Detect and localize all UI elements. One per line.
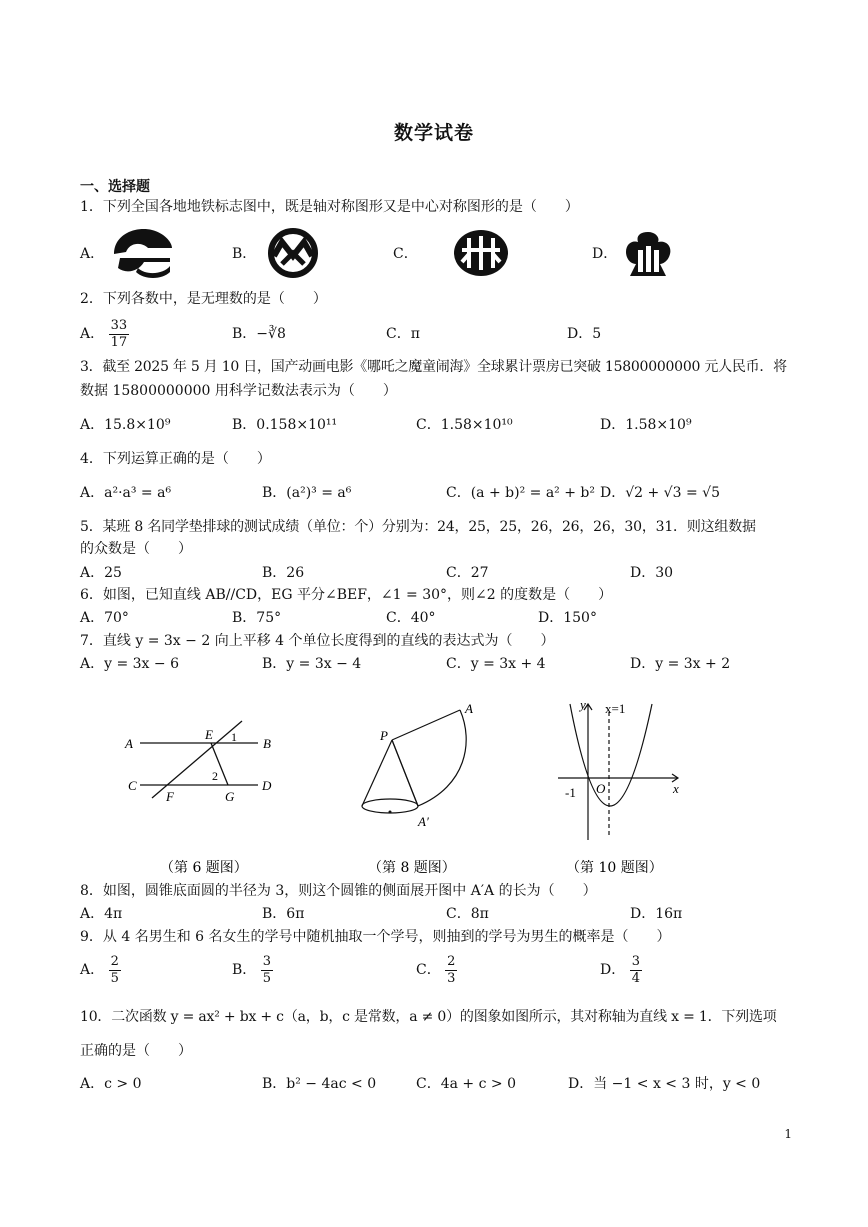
q1-stem: 1．下列全国各地地铁标志图中，既是轴对称图形又是中心对称图形的是（ ） — [80, 199, 579, 215]
q5-option-b: B．26 — [262, 565, 305, 581]
fig10-axis-label: x=1 — [605, 701, 626, 716]
denominator: 17 — [110, 334, 128, 350]
q10-option-a: A．c > 0 — [80, 1076, 142, 1092]
fig8-caption: （第 8 题图） — [368, 860, 456, 876]
fig10-label-x: x — [673, 781, 679, 796]
q6-stem: 6．如图，已知直线 AB//CD，EG 平分∠BEF，∠1 = 30°，则∠2 的度数是（ ） — [80, 587, 613, 603]
figure-10-parabola — [558, 704, 678, 840]
fig6-label-c: C — [128, 778, 137, 793]
q3-option-a: A．15.8×10⁹ — [80, 417, 171, 433]
q4-stem: 4．下列运算正确的是（ ） — [80, 451, 271, 467]
q8-option-b: B．6π — [262, 906, 305, 922]
q9-option-b-fraction — [261, 954, 273, 987]
q9-option-c — [416, 950, 457, 990]
q4-option-c: C．(a + b)² = a² + b² — [446, 485, 595, 501]
q5-stem-line1: 5．某班 8 名同学垫排球的测试成绩（单位：个）分别为：24，25，25，26，26，26，30，31．则这组数据 — [80, 519, 756, 535]
q1-option-c-label: C． — [393, 246, 418, 262]
fig6-label-a: A — [125, 736, 133, 751]
denominator: 3 — [447, 970, 456, 986]
q3-option-b: B．0.158×10¹¹ — [232, 417, 338, 433]
q6-option-c: C．40° — [386, 610, 436, 626]
fig10-caption: （第 10 题图） — [566, 860, 663, 876]
q2-stem: 2．下列各数中，是无理数的是（ ） — [80, 291, 327, 307]
q2-option-c: C．π — [386, 326, 420, 342]
q9-option-c-fraction — [445, 954, 457, 987]
fig10-label-y: y — [580, 697, 586, 712]
q4-option-a: A．a²·a³ = a⁶ — [80, 485, 172, 501]
q8-option-d: D．16π — [630, 906, 683, 922]
fig6-label-b: B — [263, 736, 271, 751]
q5-option-d: D．30 — [630, 565, 674, 581]
numerator: 3 — [262, 953, 272, 969]
q8-option-c: C．8π — [446, 906, 489, 922]
q3-option-c: C．1.58×10¹⁰ — [416, 417, 513, 433]
fig10-label-neg1: -1 — [565, 785, 576, 800]
figure-8-cone — [362, 710, 466, 813]
q2-option-a-label: A． — [80, 326, 105, 342]
denominator: 5 — [262, 970, 272, 986]
fig8-label-a: A — [465, 701, 473, 716]
q9-option-c-label: C． — [416, 962, 441, 978]
q3-stem-line2: 数据 15800000000 用科学记数法表示为（ ） — [80, 383, 397, 399]
q6-option-b: B．75° — [232, 610, 282, 626]
q8-option-a: A．4π — [80, 906, 123, 922]
denominator: 4 — [631, 970, 640, 986]
fig8-label-a-prime: A′ — [418, 814, 429, 829]
q10-stem-line2: 正确的是（ ） — [80, 1043, 192, 1059]
denominator: 5 — [110, 970, 119, 986]
q7-option-b: B．y = 3x − 4 — [262, 656, 362, 672]
q7-stem: 7．直线 y = 3x − 2 向上平移 4 个单位长度得到的直线的表达式为（ ） — [80, 633, 555, 649]
q9-option-d-label: D． — [600, 962, 626, 978]
numerator: 3 — [631, 953, 640, 969]
q1-option-b-label: B． — [232, 246, 257, 262]
q1-option-a-label: A． — [80, 246, 105, 262]
q9-option-a-fraction — [109, 954, 121, 987]
q9-option-a-label: A． — [80, 962, 105, 978]
q9-option-b-label: B． — [232, 962, 257, 978]
q5-stem-line2: 的众数是（ ） — [80, 541, 192, 557]
fig6-caption: （第 6 题图） — [160, 860, 248, 876]
q10-option-d: D．当 −1 < x < 3 时，y < 0 — [568, 1076, 761, 1092]
q8-stem: 8．如图，圆锥底面圆的半径为 3，则这个圆锥的侧面展开图中 A′A 的长为（ ） — [80, 883, 597, 899]
fig6-angle-1: 1 — [231, 730, 237, 744]
numerator: 2 — [110, 953, 119, 969]
q5-option-c: C．27 — [446, 565, 489, 581]
q9-option-a — [80, 950, 121, 990]
q7-option-c: C．y = 3x + 4 — [446, 656, 546, 672]
fig6-label-g: G — [225, 789, 235, 804]
q9-option-b — [232, 950, 273, 990]
q9-option-d-fraction — [630, 954, 642, 987]
q4-option-d: D．√2 + √3 = √5 — [600, 485, 720, 501]
q7-option-a: A．y = 3x − 6 — [80, 656, 179, 672]
q7-option-d: D．y = 3x + 2 — [630, 656, 731, 672]
q4-option-b: B．(a²)³ = a⁶ — [262, 485, 352, 501]
q6-option-d: D．150° — [538, 610, 597, 626]
q2-option-b: B．−∛8 — [232, 326, 286, 342]
q9-option-d — [600, 950, 642, 990]
q3-option-d: D．1.58×10⁹ — [600, 417, 692, 433]
section-heading: 一、选择题 — [80, 179, 150, 195]
page-title: 数学试卷 — [393, 122, 474, 144]
fig6-label-e: E — [205, 727, 213, 742]
q5-option-a: A．25 — [80, 565, 122, 581]
q3-stem-line1: 3．截至 2025 年 5 月 10 日，国产动画电影《哪吒之魔童闹海》全球累计票房已突破 15800000000 元人民币．将 — [80, 359, 787, 375]
q10-option-c: C．4a + c > 0 — [416, 1076, 516, 1092]
q2-option-d: D．5 — [567, 326, 602, 342]
fig6-angle-2: 2 — [212, 769, 218, 783]
q9-stem: 9．从 4 名男生和 6 名女生的学号中随机抽取一个学号，则抽到的学号为男生的概率是（ ） — [80, 929, 671, 945]
line-ef-transversal — [152, 721, 242, 798]
numerator: 2 — [447, 953, 456, 969]
fig8-label-p: P — [380, 728, 388, 743]
page-number: 1 — [784, 1127, 792, 1141]
numerator: 33 — [110, 317, 128, 333]
q10-stem-line1: 10．二次函数 y = ax² + bx + c（a，b，c 是常数，a ≠ 0）的图象如图所示，其对称轴为直线 x = 1．下列选项 — [80, 1009, 777, 1025]
q1-option-d-label: D． — [592, 246, 618, 262]
fig10-label-origin: O — [596, 781, 606, 796]
fig6-label-f: F — [166, 789, 174, 804]
q6-option-a: A．70° — [80, 610, 129, 626]
fig6-label-d: D — [262, 778, 272, 793]
q10-option-b: B．b² − 4ac < 0 — [262, 1076, 377, 1092]
